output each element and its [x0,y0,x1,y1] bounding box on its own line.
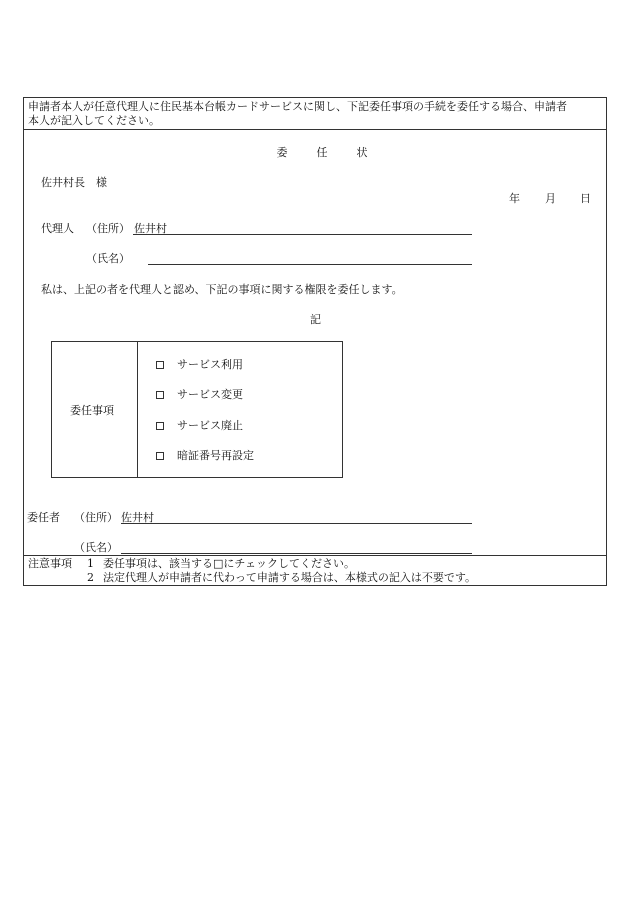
delegator-label: 委任者 [27,511,60,524]
note-number: 1 [87,557,94,570]
delegation-item-pin-reset: 暗証番号再設定 [177,449,254,462]
form-title [262,146,382,159]
header-note-line-2: 本人が記入してください。 [28,114,160,127]
title-char: 委 [276,146,288,159]
note-text: 委任事項は、該当する□にチェックしてください。 [103,557,356,570]
delegator-name-label: （氏名） [74,541,118,554]
header-note-line-1: 申請者本人が任意代理人に住民基本台帳カードサービスに関し、下記委任事項の手続を委任する場合、申請者 [28,100,567,113]
date-year-label: 年 [509,192,520,205]
delegator-address-label: （住所） [74,511,118,524]
date-day-label: 日 [580,192,591,205]
delegation-box [51,341,343,478]
notes-divider [24,555,606,556]
notes-label: 注意事項 [28,557,72,570]
delegation-item-service-change: サービス変更 [177,388,243,401]
checkbox-service-cancel[interactable] [156,422,164,430]
header-divider [24,129,606,130]
delegation-box-divider [137,342,138,477]
delegation-item-service-use: サービス利用 [177,358,243,371]
agent-address-line[interactable] [133,234,472,235]
delegation-item-service-cancel: サービス廃止 [177,419,243,432]
agent-name-line[interactable] [148,264,472,265]
checkbox-service-change[interactable] [156,391,164,399]
note-number: 2 [87,571,94,584]
note-text: 法定代理人が申請者に代わって申請する場合は、本様式の記入は不要です。 [103,571,477,584]
delegation-statement: 私は、上記の者を代理人と認め、下記の事項に関する権限を委任します。 [41,283,403,296]
checkbox-pin-reset[interactable] [156,452,164,460]
addressee: 佐井村長 様 [41,176,107,189]
title-char: 任 [316,146,328,159]
agent-address-label: （住所） [86,222,130,235]
agent-name-label: （氏名） [86,252,130,265]
agent-address-value: 佐井村 [134,222,167,235]
date-month-label: 月 [545,192,556,205]
agent-label: 代理人 [41,222,74,235]
delegator-name-line[interactable] [121,553,472,554]
title-char: 状 [356,146,368,159]
checkbox-service-use[interactable] [156,361,164,369]
form-frame [23,97,607,586]
ki-heading: 記 [310,313,321,326]
delegator-address-value: 佐井村 [121,511,154,524]
delegator-address-line[interactable] [121,523,472,524]
delegation-label: 委任事項 [70,404,114,417]
